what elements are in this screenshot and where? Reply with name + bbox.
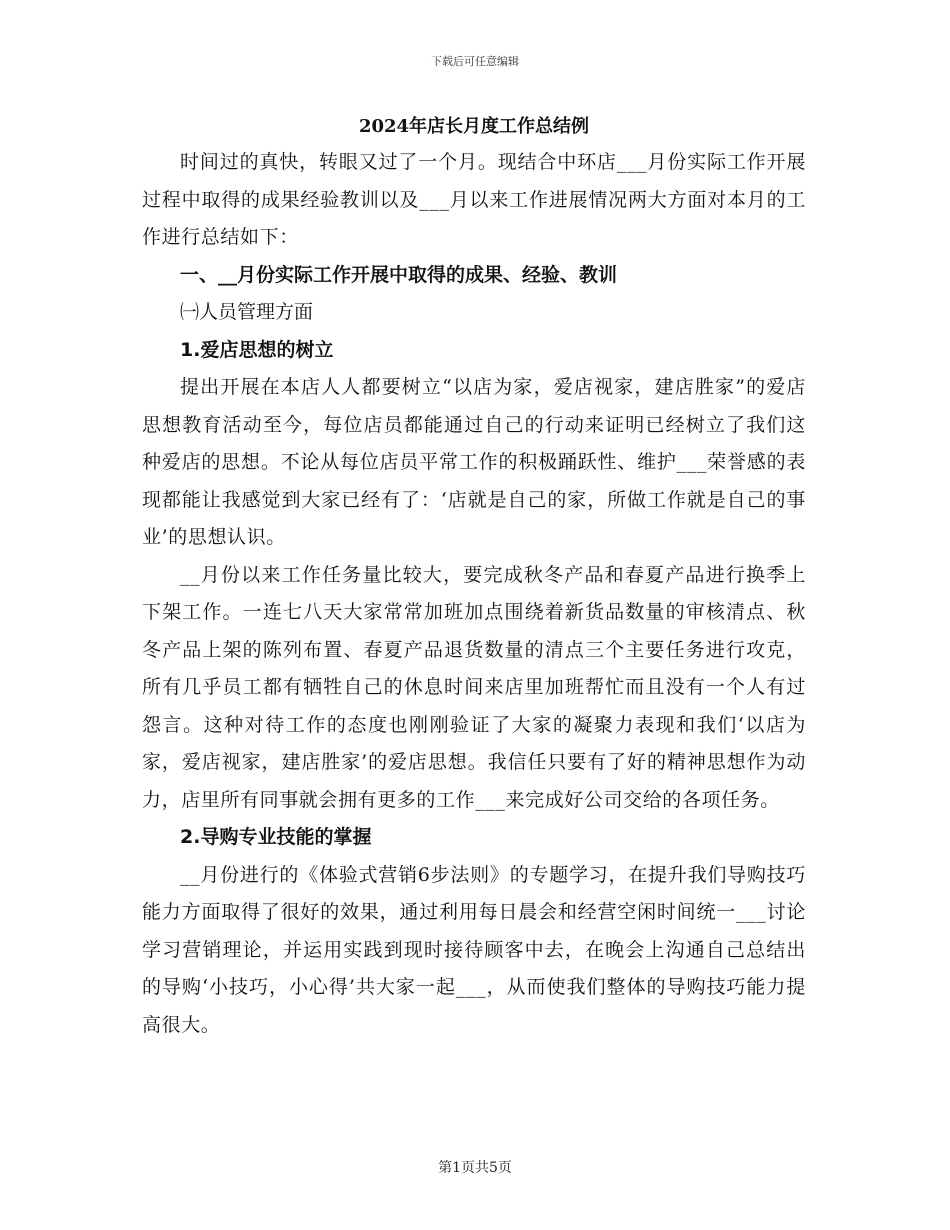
page-number: 第1页共5页 [438,1160,512,1176]
intro-paragraph: 时间过的真快，转眼又过了一个月。现结合中环店___月份实际工作开展过程中取得的成果经验教训以及___月以来工作进展情况两大方面对本月的工作进行总结如下： [142,151,806,248]
page-header-note: 下载后可任意编辑 [431,55,519,68]
subsection-heading: ㈠人员管理方面 [180,301,314,323]
section-heading: 一、__月份实际工作开展中取得的成果、经验、教训 [180,263,618,286]
item1-paragraph-1: 提出开展在本店人人都要树立“以店为家，爱店视家，建店胜家”的爱店思想教育活动至今，每位店员都能通过自己的行动来证明已经树立了我们这种爱店的思想。不论从每位店员平常工作的积极踊跃性、维护___荣誉感的表现都能让我感觉到大家已经有了：‘店就是自己的家，所做工作就是自己的事业’的思想认识。 [142,376,806,548]
item1-paragraph-2: __月份以来工作任务量比较大，要完成秋冬产品和春夏产品进行换季上下架工作。一连七八天大家常常加班加点围绕着新货品数量的审核清点、秋冬产品上架的陈列布置、春夏产品退货数量的清点三个主要任务进行攻克，所有几乎员工都有牺牲自己的休息时间来店里加班帮忙而且没有一个人有过怨言。这种对待工作的态度也刚刚验证了大家的凝聚力表现和我们‘以店为家，爱店视家，建店胜家’的爱店思想。我信任只要有了好的精神思想作为动力，店里所有同事就会拥有更多的工作___来完成好公司交给的各项任务。 [142,563,806,811]
item-heading-2: 2.导购专业技能的掌握 [180,826,372,848]
document-body [142,112,806,1044]
item-heading-1: 1.爱店思想的树立 [180,338,334,361]
document-title: 2024年店长月度工作总结例 [358,116,590,137]
item2-paragraph-1: __月份进行的《体验式营销6步法则》的专题学习，在提升我们导购技巧能力方面取得了很好的效果，通过利用每日晨会和经营空闲时间统一___讨论学习营销理论，并运用实践到现时接待顾客中去，在晚会上沟通自己总结出的导购‘小技巧，小心得’共大家一起___，从而使我们整体的导购技巧能力提高很大。 [142,863,806,1036]
